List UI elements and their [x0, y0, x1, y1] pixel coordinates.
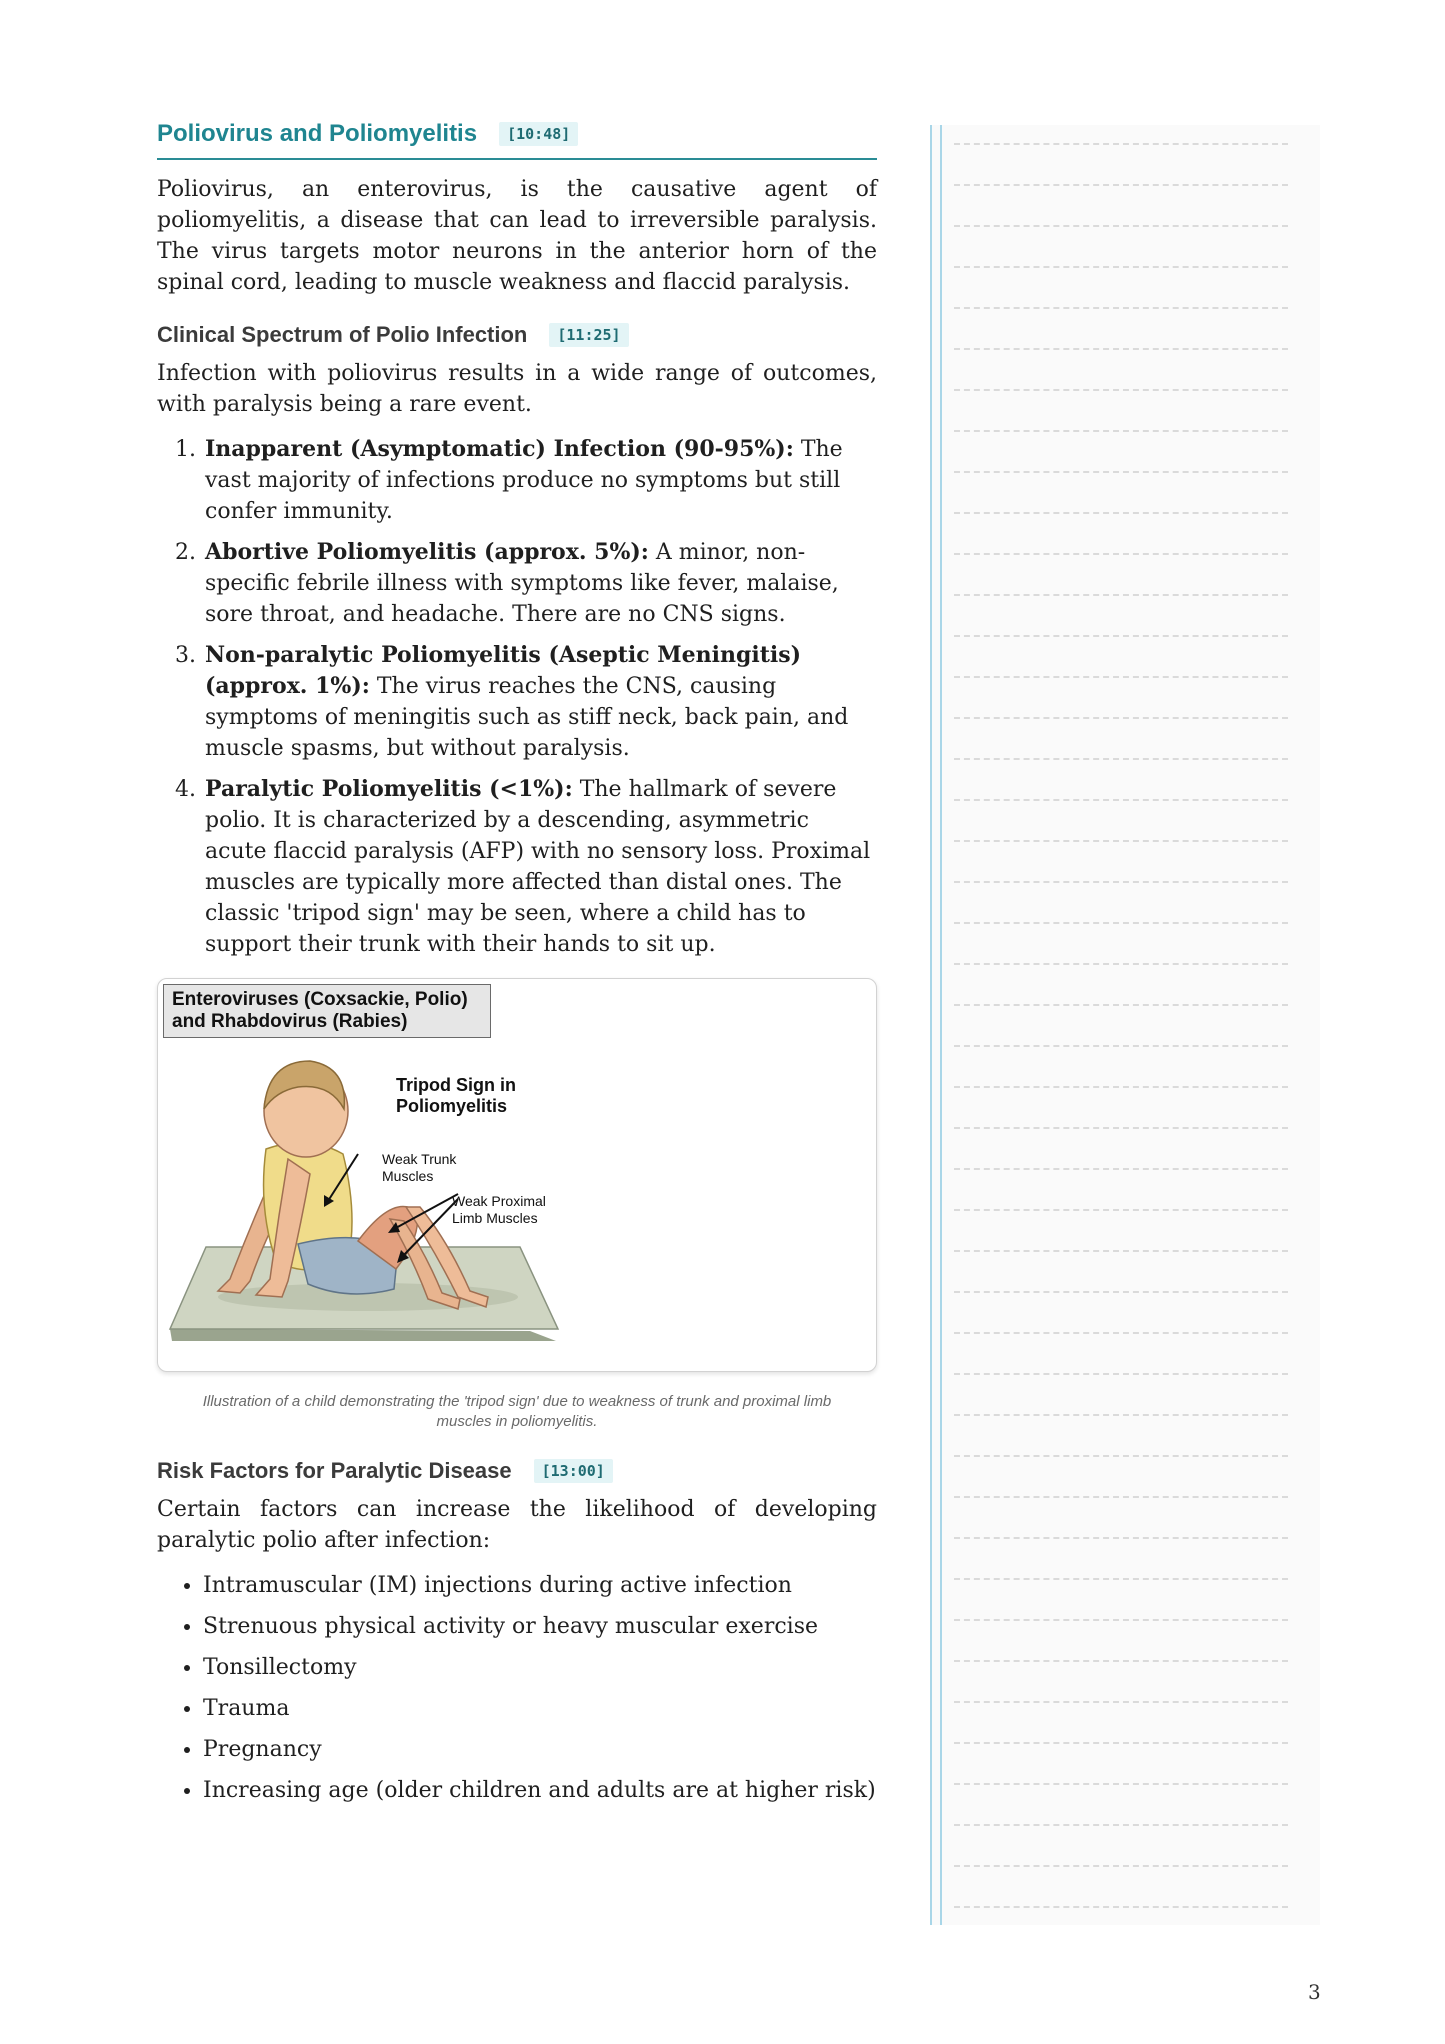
label-weak-trunk [382, 1151, 456, 1185]
risk-lead: Certain factors can increase the likelihood of developing paralytic polio after infection: [157, 1497, 877, 1553]
list-item-term: Non-paralytic Poliomyelitis (Aseptic Meningitis) (approx. 1%): [205, 642, 802, 699]
notes-margin [930, 125, 1320, 1925]
section-title: Poliovirus and Poliomyelitis [157, 120, 478, 147]
note-line [954, 635, 1288, 637]
note-line [954, 881, 1288, 883]
note-line [954, 922, 1288, 924]
list-item-text: A minor, non-specific febrile illness with symptoms like fever, malaise, sore throat, and headache. There are no CNS signs. [205, 540, 839, 627]
list-item [203, 640, 877, 764]
list-item-text: The vast majority of infections produce no symptoms but still confer immunity. [205, 437, 843, 524]
list-item [203, 774, 877, 960]
figure-header-line: and Rhabdovirus (Rabies) [172, 1011, 408, 1032]
list-item: • Strenuous physical activity or heavy muscular exercise [203, 1611, 877, 1642]
clinical-title: Clinical Spectrum of Polio Infection [157, 322, 528, 347]
timestamp-badge[interactable]: [11:25] [549, 323, 628, 347]
label-line: Muscles [382, 1168, 434, 1184]
note-line [954, 348, 1288, 350]
list-item: • Intramuscular (IM) injections during active infection [203, 1570, 877, 1601]
note-line [954, 184, 1288, 186]
figure-header-line: Enteroviruses (Coxsackie, Polio) [172, 989, 468, 1010]
note-line [954, 266, 1288, 268]
label-weak-proximal [452, 1193, 546, 1227]
timestamp-badge[interactable]: [13:00] [534, 1459, 613, 1483]
note-line [954, 1291, 1288, 1293]
note-line [954, 1783, 1288, 1785]
list-item-text: The virus reaches the CNS, causing symptoms of meningitis such as stiff neck, back pain, and muscle spasms, but without paralysis. [205, 674, 849, 761]
note-line [954, 1824, 1288, 1826]
note-line [954, 717, 1288, 719]
list-item-text: The hallmark of severe polio. It is characterized by a descending, asymmetric acute flaccid paralysis (AFP) with no sensory loss. Proximal muscles are typically more affected than distal ones. The classic 'tripod sign' may be seen, where a child has to support their trunk with their hands to sit up. [205, 777, 871, 957]
note-line [954, 1209, 1288, 1211]
note-line [954, 1496, 1288, 1498]
note-line [954, 1578, 1288, 1580]
note-line [954, 1742, 1288, 1744]
note-line [954, 1537, 1288, 1539]
main-content [157, 120, 877, 1816]
note-line [954, 1660, 1288, 1662]
note-line [954, 1906, 1288, 1908]
note-line [954, 1455, 1288, 1457]
figure-title-line: Tripod Sign in [396, 1075, 516, 1095]
list-item [203, 434, 877, 527]
clinical-heading [157, 322, 877, 348]
note-line [954, 963, 1288, 965]
note-line [954, 799, 1288, 801]
list-item: • Increasing age (older children and adults are at higher risk) [203, 1775, 877, 1806]
list-item-term: Inapparent (Asymptomatic) Infection (90-95%): [205, 436, 794, 462]
note-line [954, 307, 1288, 309]
note-line [954, 676, 1288, 678]
margin-rule [930, 125, 932, 1925]
figure-caption: Illustration of a child demonstrating the 'tripod sign' due to weakness of trunk and proximal limb muscles in poliomyelitis. [202, 1393, 832, 1430]
figure-title [396, 1075, 516, 1117]
note-line [954, 1250, 1288, 1252]
note-line [954, 389, 1288, 391]
note-line [954, 225, 1288, 227]
list-item: • Tonsillectomy [203, 1652, 877, 1683]
page-number: 3 [1308, 1980, 1321, 2004]
note-line [954, 1086, 1288, 1088]
intro-paragraph: Poliovirus, an enterovirus, is the causative agent of poliomyelitis, a disease that can lead to irreversible paralysis. The virus targets motor neurons in the anterior horn of the spinal cord, leading to muscle weakness and flaccid paralysis. [157, 177, 877, 295]
list-item-term: Abortive Poliomyelitis (approx. 5%): [205, 539, 649, 565]
note-line [954, 471, 1288, 473]
list-item: • Pregnancy [203, 1734, 877, 1765]
section-heading [157, 120, 877, 160]
note-line [954, 758, 1288, 760]
note-line [954, 512, 1288, 514]
child-illustration [158, 979, 876, 1371]
note-line [954, 1168, 1288, 1170]
margin-rule [940, 125, 942, 1925]
note-line [954, 1332, 1288, 1334]
tripod-sign-figure [157, 978, 877, 1372]
risk-title: Risk Factors for Paralytic Disease [157, 1458, 512, 1483]
risk-list [157, 1570, 877, 1806]
note-line [954, 430, 1288, 432]
clinical-lead: Infection with poliovirus results in a wide range of outcomes, with paralysis being a rare event. [157, 361, 877, 417]
note-line [954, 840, 1288, 842]
list-item-term: Paralytic Poliomyelitis (<1%): [205, 776, 573, 802]
label-line: Weak Proximal [452, 1193, 546, 1209]
note-line [954, 1619, 1288, 1621]
note-line [954, 1414, 1288, 1416]
risk-heading [157, 1458, 877, 1484]
clinical-list [157, 434, 877, 960]
note-line [954, 553, 1288, 555]
timestamp-badge[interactable]: [10:48] [499, 122, 578, 146]
label-line: Weak Trunk [382, 1151, 457, 1167]
note-line [954, 143, 1288, 145]
note-line [954, 594, 1288, 596]
label-line: Limb Muscles [452, 1210, 538, 1226]
note-line [954, 1373, 1288, 1375]
list-item [203, 537, 877, 630]
figure-title-line: Poliomyelitis [396, 1096, 508, 1116]
note-line [954, 1865, 1288, 1867]
list-item: • Trauma [203, 1693, 877, 1724]
note-line [954, 1127, 1288, 1129]
note-line [954, 1701, 1288, 1703]
note-line [954, 1045, 1288, 1047]
note-line [954, 1004, 1288, 1006]
